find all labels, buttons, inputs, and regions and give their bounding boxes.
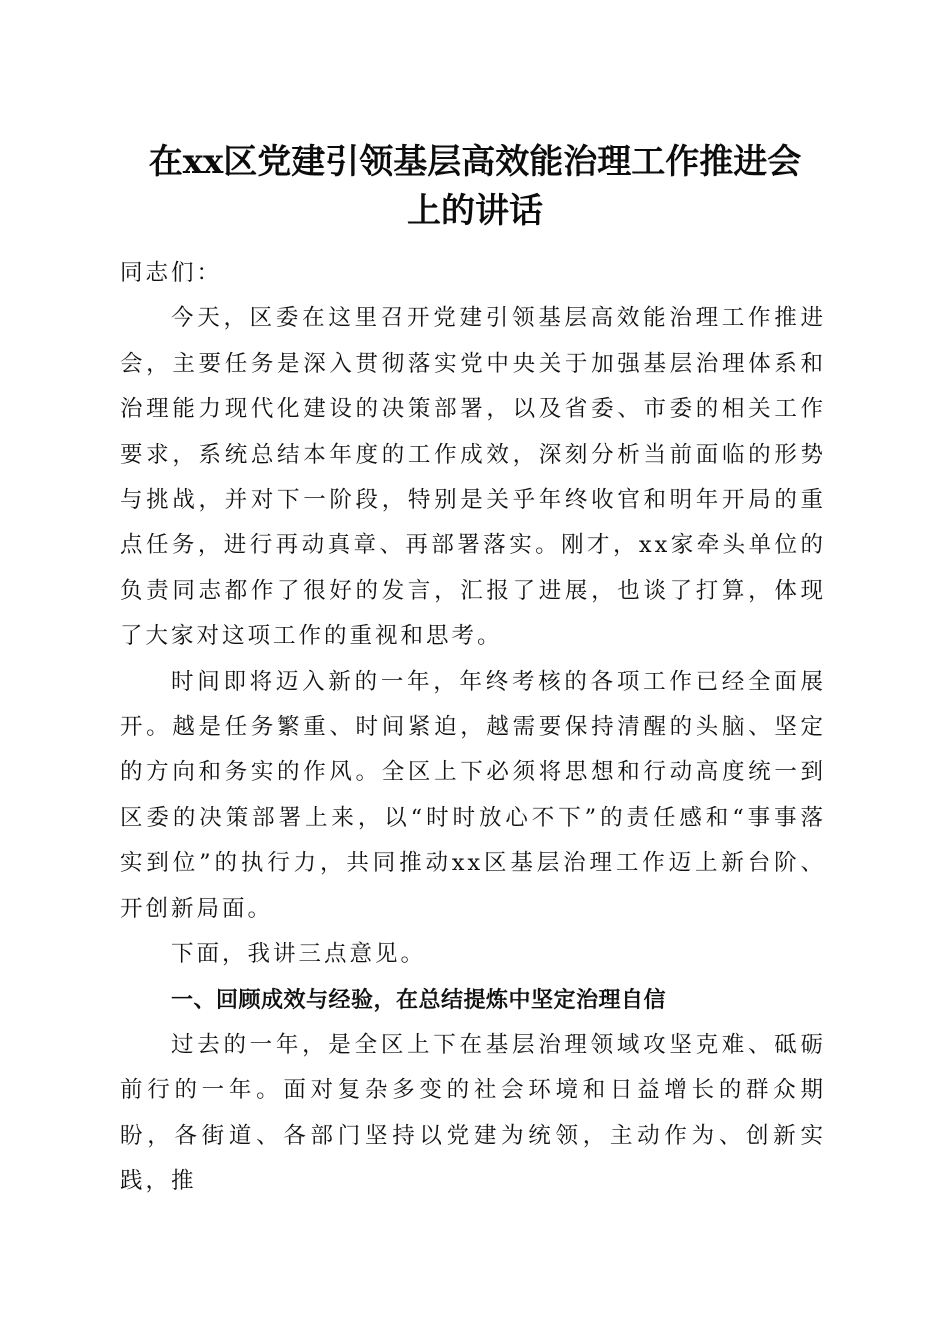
section-heading: 一、回顾成效与经验，在总结提炼中坚定治理自信 <box>171 987 667 1013</box>
salutation: 同志们： <box>120 260 223 286</box>
title-line-1: 在xx区党建引领基层高效能治理工作推进会 <box>148 142 802 182</box>
document-title <box>100 138 850 236</box>
document-body <box>120 251 826 1205</box>
section-paragraph: 过去的一年，是全区上下在基层治理领域攻坚克难、砥砺前行的一年。面对复杂多变的社会环境和日益增长的群众期盼，各街道、各部门坚持以党建为统领，主动作为、创新实践，推 <box>120 1031 826 1195</box>
title-line-2: 上的讲话 <box>407 191 543 231</box>
paragraph-1: 今天，区委在这里召开党建引领基层高效能治理工作推进会，主要任务是深入贯彻落实党中央关于加强基层治理体系和治理能力现代化建设的决策部署，以及省委、市委的相关工作要求，系统总结本年度的工作成效，深刻分析当前面临的形势与挑战，并对下一阶段，特别是关乎年终收官和明年开局的重点任务，进行再动真章、再部署落实。刚才，xx家牵头单位的负责同志都作了很好的发言，汇报了进展，也谈了打算，体现了大家对这项工作的重视和思考。 <box>120 305 826 650</box>
paragraph-3: 下面，我讲三点意见。 <box>171 941 427 968</box>
paragraph-2: 时间即将迈入新的一年，年终考核的各项工作已经全面展开。越是任务繁重、时间紧迫，越需要保持清醒的头脑、坚定的方向和务实的作风。全区上下必须将思想和行动高度统一到区委的决策部署上来，以“时时放心不下”的责任感和“事事落实到位”的执行力，共同推动xx区基层治理工作迈上新台阶、开创新局面。 <box>120 668 826 922</box>
